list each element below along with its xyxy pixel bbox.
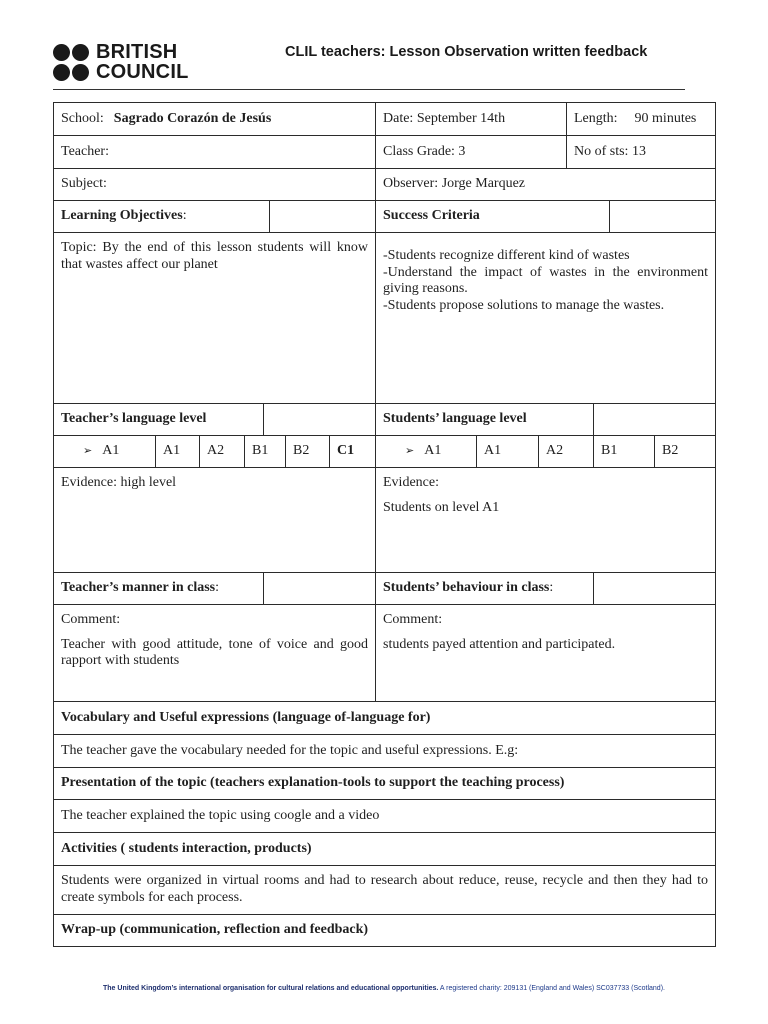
teacher-comment-text: Teacher with good attitude, tone of voice and good rapport with students xyxy=(61,636,368,668)
students-level-option: B2 xyxy=(654,435,716,468)
students-level-option: A2 xyxy=(538,435,594,468)
title-divider xyxy=(53,89,685,90)
students-behaviour-label: Students’ behaviour in class xyxy=(383,580,550,596)
presentation-text: The teacher explained the topic using coogle and a video xyxy=(53,799,716,833)
students-behaviour-blank xyxy=(593,572,716,605)
length-label: Length: xyxy=(574,110,618,126)
students-evidence xyxy=(375,467,716,573)
subject-cell: Subject: xyxy=(53,168,376,201)
criteria-item: -Students recognize different kind of wastes xyxy=(383,248,630,263)
school-cell xyxy=(53,102,376,136)
level-label: A1 xyxy=(102,443,120,459)
students-level-selected xyxy=(375,435,477,468)
students-level-option: B1 xyxy=(593,435,655,468)
teacher-level-option: C1 xyxy=(329,435,376,468)
teacher-manner-heading xyxy=(53,572,264,605)
length-value: 90 minutes xyxy=(634,110,697,126)
logo-wordmark: BRITISH COUNCIL xyxy=(96,41,189,83)
students-comment xyxy=(375,604,716,702)
students-language-level-blank xyxy=(593,403,716,436)
students-comment-label: Comment: xyxy=(383,612,443,627)
learning-objectives-label: Learning Objectives xyxy=(61,208,183,224)
footer xyxy=(0,985,768,992)
students-level-option: A1 xyxy=(476,435,539,468)
length-cell xyxy=(566,102,716,136)
learning-objectives-colon: : xyxy=(182,208,187,224)
students-evidence-label: Evidence: xyxy=(383,475,439,490)
teacher-comment-label: Comment: xyxy=(61,612,121,627)
teacher-level-option: B1 xyxy=(244,435,286,468)
teacher-comment xyxy=(53,604,376,702)
activities-heading: Activities ( students interaction, products) xyxy=(53,832,716,866)
students-count-cell: No of sts: 13 xyxy=(566,135,716,169)
learning-objectives-blank xyxy=(269,200,376,233)
teacher-language-level-blank xyxy=(263,403,376,436)
students-language-level-heading: Students’ language level xyxy=(375,403,594,436)
teacher-manner-blank xyxy=(263,572,376,605)
teacher-level-option: A2 xyxy=(199,435,245,468)
success-criteria-heading: Success Criteria xyxy=(375,200,610,233)
level-label: A1 xyxy=(424,443,442,459)
students-comment-text: students payed attention and participated. xyxy=(383,636,616,652)
teacher-manner-label: Teacher’s manner in class xyxy=(61,580,216,596)
footer-strong: The United Kingdom’s international organisation for cultural relations and educational opportunities. xyxy=(103,985,439,992)
criteria-content xyxy=(375,232,716,404)
teacher-language-level-heading: Teacher’s language level xyxy=(53,403,264,436)
teacher-level-option: B2 xyxy=(285,435,330,468)
teacher-evidence: Evidence: high level xyxy=(53,467,376,573)
arrow-bullet-icon: ➢ xyxy=(83,445,93,458)
learning-objectives-heading xyxy=(53,200,270,233)
document-title: CLIL teachers: Lesson Observation written feedback xyxy=(285,44,648,60)
school-label: School: xyxy=(61,110,104,126)
criteria-item: -Students propose solutions to manage the wastes. xyxy=(383,297,665,313)
arrow-bullet-icon: ➢ xyxy=(405,445,415,458)
observer-cell: Observer: Jorge Marquez xyxy=(375,168,716,201)
vocabulary-heading: Vocabulary and Useful expressions (language of-language for) xyxy=(53,701,716,735)
topic-content: Topic: By the end of this lesson students will know that wastes affect our planet xyxy=(53,232,376,404)
students-behaviour-colon: : xyxy=(549,580,554,596)
teacher-level-selected xyxy=(53,435,156,468)
criteria-item: -Understand the impact of wastes in the environment giving reasons. xyxy=(383,264,708,296)
success-criteria-blank xyxy=(609,200,716,233)
observation-form xyxy=(53,102,716,947)
teacher-manner-colon: : xyxy=(215,580,220,596)
students-behaviour-heading xyxy=(375,572,594,605)
british-council-logo xyxy=(53,42,193,84)
date-cell: Date: September 14th xyxy=(375,102,567,136)
teacher-level-option: A1 xyxy=(155,435,200,468)
activities-text: Students were organized in virtual rooms and had to research about reduce, reuse, recycle and then they had to create symbols for each process. xyxy=(53,865,716,915)
footer-rest: A registered charity: 209131 (England and Wales) SC037733 (Scotland). xyxy=(438,985,665,992)
presentation-heading: Presentation of the topic (teachers explanation-tools to support the teaching process) xyxy=(53,767,716,800)
logo-dots-icon xyxy=(53,44,93,82)
class-grade-cell: Class Grade: 3 xyxy=(375,135,567,169)
students-evidence-text: Students on level A1 xyxy=(383,499,500,515)
school-value: Sagrado Corazón de Jesús xyxy=(113,110,272,126)
vocabulary-text: The teacher gave the vocabulary needed for the topic and useful expressions. E.g: xyxy=(53,734,716,768)
wrapup-heading: Wrap-up (communication, reflection and feedback) xyxy=(53,914,716,947)
teacher-cell: Teacher: xyxy=(53,135,376,169)
